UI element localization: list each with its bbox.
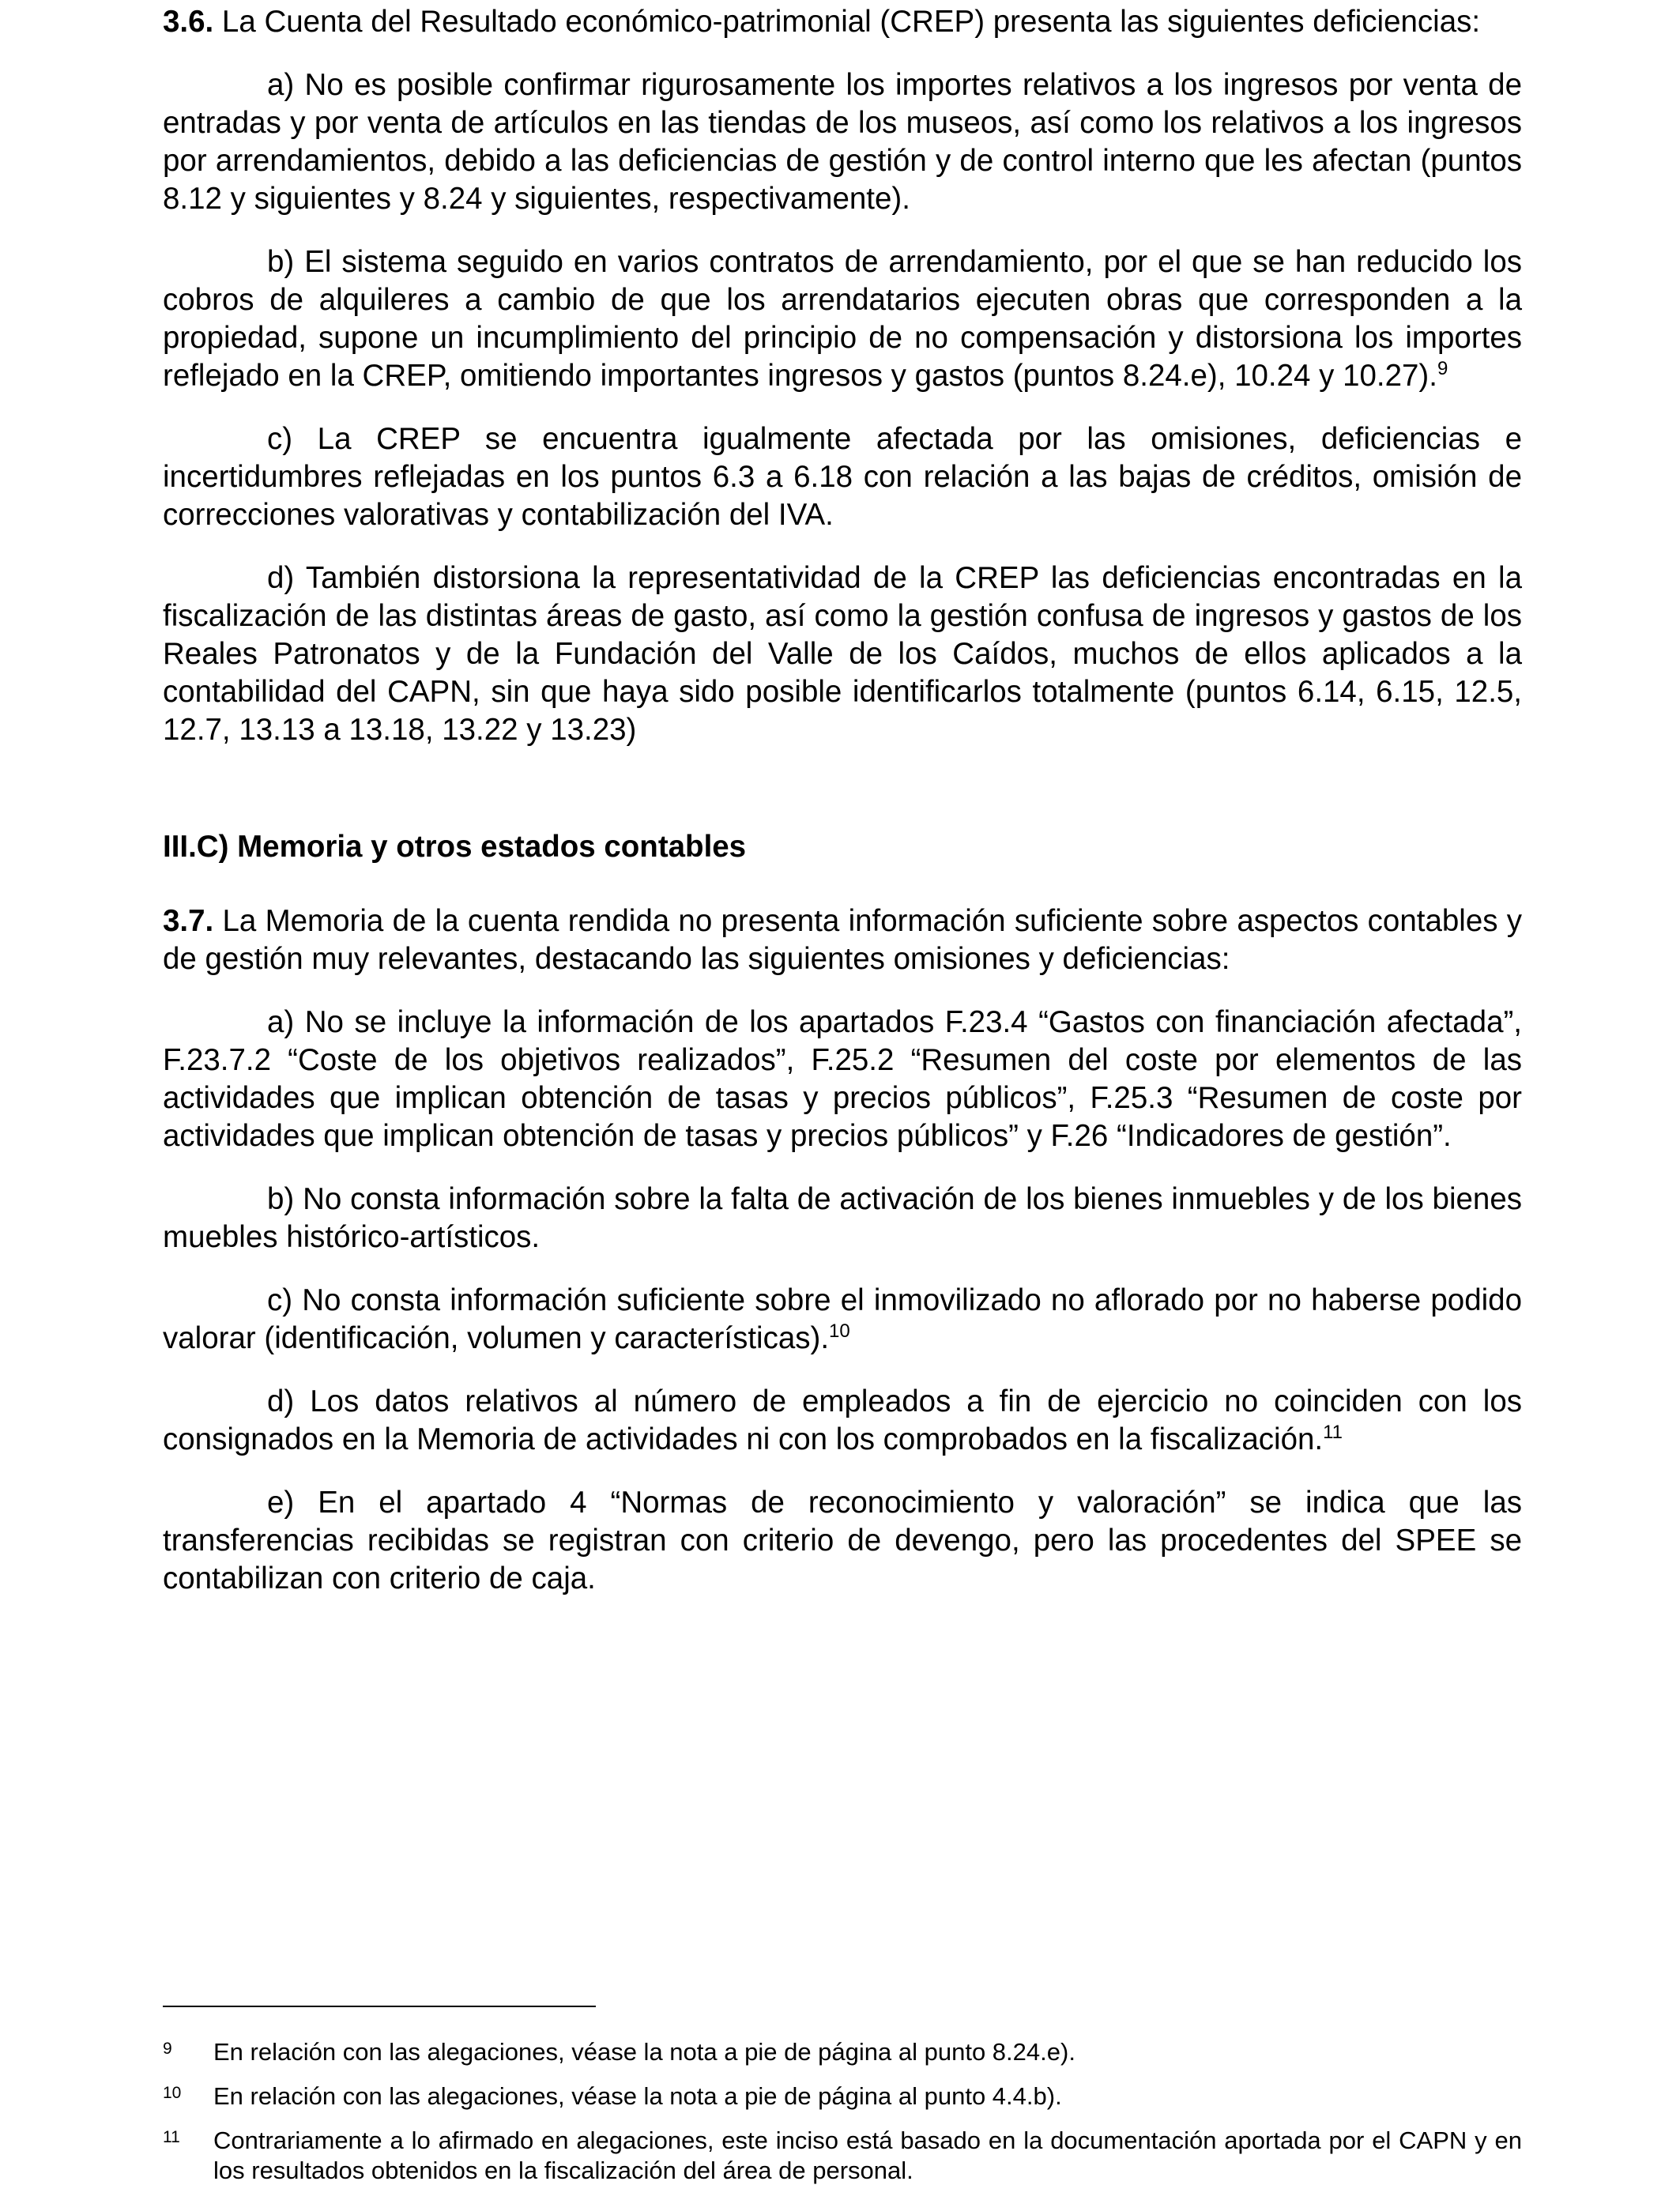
paragraph-text: La Memoria de la cuenta rendida no presenta información suficiente sobre aspectos contables y de gestión muy relevantes, destacando las siguientes omisiones y deficiencias:	[163, 904, 1522, 976]
item-text: c) No consta información suficiente sobre el inmovilizado no aflorado por no haberse podido valorar (identificación, volumen y características).	[163, 1283, 1522, 1355]
paragraph-3-7	[163, 902, 1522, 978]
item-text: b) El sistema seguido en varios contratos de arrendamiento, por el que se han reducido los cobros de alquileres a cambio de que los arrendatarios ejecuten obras que corresponden a la propiedad, supone un incumplimiento del principio de no compensación y distorsiona los importes reflejado en la CREP, omitiendo importantes ingresos y gastos (puntos 8.24.e), 10.24 y 10.27).	[163, 245, 1522, 393]
footnote-9	[163, 2037, 1522, 2067]
footnotes	[163, 2037, 1522, 2200]
item-text: a) No es posible confirmar rigurosamente los importes relativos a los ingresos por venta de entradas y por venta de artículos en las tiendas de los museos, así como los relativos a los ingresos por arrendamientos, debido a las deficiencias de gestión y de control interno que les afectan (puntos 8.12 y siguientes y 8.24 y siguientes, respectivamente).	[163, 68, 1522, 216]
paragraph-number: 3.7.	[163, 904, 214, 938]
footnote-ref: 11	[1323, 1422, 1343, 1444]
paragraph-number: 3.6.	[163, 5, 214, 39]
footnote-mark: 11	[163, 2128, 180, 2146]
item-text: a) No se incluye la información de los apartados F.23.4 “Gastos con financiación afectada”, F.23.7.2 “Coste de los objetivos realizados”, F.25.2 “Resumen del coste por elementos de las actividades que implican obtención de tasas y precios públicos”, F.25.3 “Resumen de coste por actividades que implican obtención de tasas y precios públicos” y F.26 “Indicadores de gestión”.	[163, 1005, 1522, 1153]
item-text: e) En el apartado 4 “Normas de reconocimiento y valoración” se indica que las transferencias recibidas se registran con criterio de devengo, pero las procedentes del SPEE se contabilizan con criterio de caja.	[163, 1486, 1522, 1595]
footnote-text: En relación con las alegaciones, véase la nota a pie de página al punto 8.24.e).	[213, 2038, 1075, 2066]
item-3-7-b	[163, 1181, 1522, 1256]
item-3-7-c	[163, 1282, 1522, 1358]
paragraph-text: La Cuenta del Resultado económico-patrimonial (CREP) presenta las siguientes deficiencias:	[221, 5, 1481, 39]
item-3-7-e	[163, 1484, 1522, 1598]
footnote-mark: 9	[163, 2040, 172, 2058]
paragraph-3-6	[163, 3, 1522, 41]
item-text: b) No consta información sobre la falta de activación de los bienes inmuebles y de los bienes muebles histórico-artísticos.	[163, 1182, 1522, 1254]
item-text: c) La CREP se encuentra igualmente afectada por las omisiones, deficiencias e incertidumbres reflejadas en los puntos 6.3 a 6.18 con relación a las bajas de créditos, omisión de correcciones valorativas y contabilización del IVA.	[163, 422, 1522, 532]
section-heading: III.C) Memoria y otros estados contables	[163, 830, 747, 864]
document-page	[163, 0, 1522, 1598]
item-3-6-a	[163, 66, 1522, 218]
item-3-6-d	[163, 559, 1522, 749]
footnote-ref: 9	[1437, 358, 1448, 380]
footnote-10	[163, 2081, 1522, 2111]
footnote-mark: 10	[163, 2084, 182, 2102]
footnote-text: En relación con las alegaciones, véase la nota a pie de página al punto 4.4.b).	[213, 2082, 1062, 2110]
footnote-ref: 10	[829, 1320, 850, 1343]
item-3-6-b	[163, 243, 1522, 395]
item-text: d) También distorsiona la representatividad de la CREP las deficiencias encontradas en la fiscalización de las distintas áreas de gasto, así como la gestión confusa de ingresos y gastos de los Reales Patronatos y de la Fundación del Valle de los Caídos, muchos de ellos aplicados a la contabilidad del CAPN, sin que haya sido posible identificarlos totalmente (puntos 6.14, 6.15, 12.5, 12.7, 13.13 a 13.18, 13.22 y 13.23)	[163, 561, 1522, 747]
item-3-6-c	[163, 420, 1522, 534]
footnote-11	[163, 2126, 1522, 2186]
footnote-text: Contrariamente a lo afirmado en alegaciones, este inciso está basado en la documentación aportada por el CAPN y en los resultados obtenidos en la fiscalización del área de personal.	[213, 2127, 1522, 2184]
item-text: d) Los datos relativos al número de empleados a fin de ejercicio no coinciden con los consignados en la Memoria de actividades ni con los comprobados en la fiscalización.	[163, 1384, 1522, 1456]
footnote-separator	[163, 2006, 596, 2007]
item-3-7-d	[163, 1383, 1522, 1459]
item-3-7-a	[163, 1004, 1522, 1155]
